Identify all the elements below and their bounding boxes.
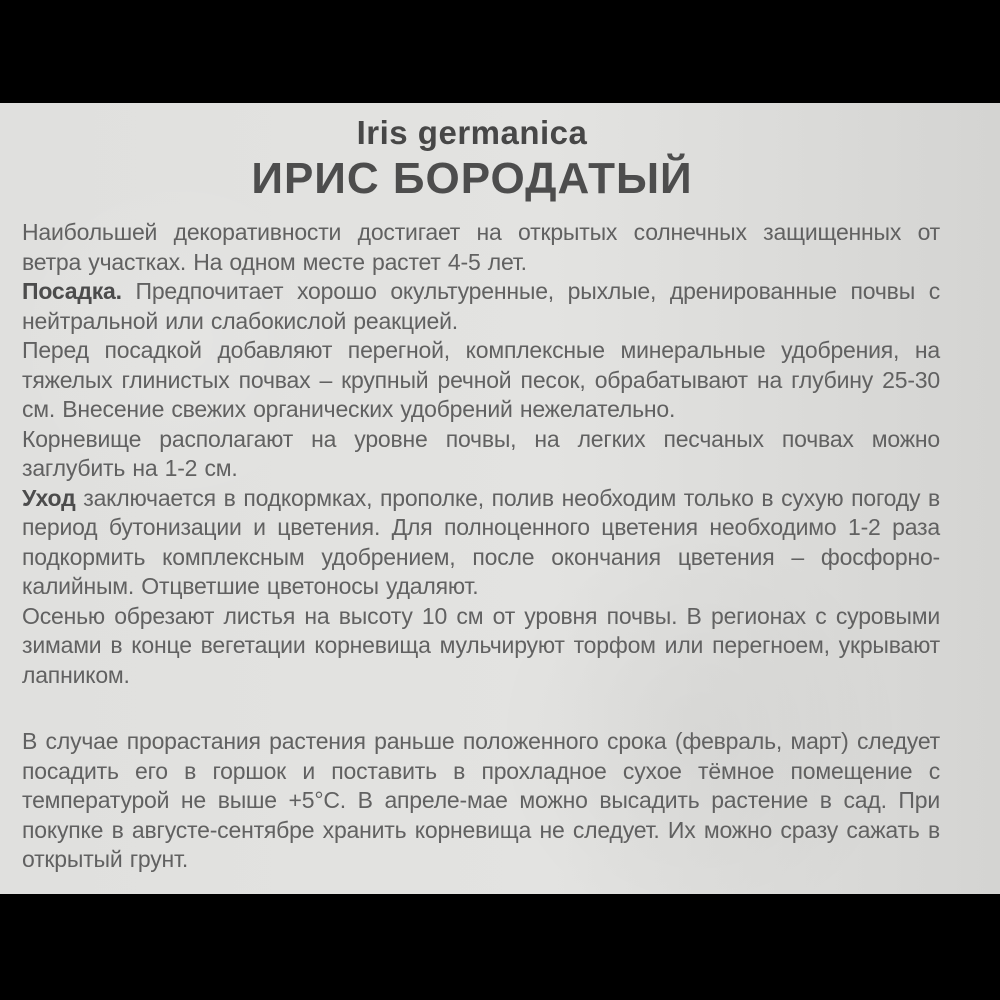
paragraph-text: В случае прорастания растения раньше положенного срока (февраль, март) следует посадить его в горшок и поставить в прохладное сухое тёмное помещение с температурой не выше +5°С. В апреле-мае можно высадить растение в сад. При покупке в августе-сентябре хранить корневища не следует. Их можно сразу сажать в открытый грунт.	[22, 728, 940, 872]
paragraph-text: Осенью обрезают листья на высоту 10 см от уровня почвы. В регионах с суровыми зимами в конце вегетации корневища мульчируют торфом или перегноем, укрывают лапником.	[22, 602, 940, 688]
paragraph-text: Предпочитает хорошо окультуренные, рыхлые, дренированные почвы с нейтральной или слабокислой реакцией.	[22, 278, 940, 334]
paragraph-autumn	[22, 602, 940, 691]
label-scan	[0, 103, 1000, 894]
paragraph-early-sprouting	[22, 727, 940, 875]
paragraph-lead: Уход	[22, 484, 76, 511]
latin-plant-name: Iris germanica	[356, 114, 588, 151]
care-instructions	[22, 218, 940, 875]
paragraph-lead: Посадка.	[22, 278, 122, 304]
title-block	[0, 103, 1000, 205]
page-title: ИРИС БОРОДАТЫЙ	[251, 154, 693, 203]
paragraph-text: Наибольшей декоративности достигает на открытых солнечных защищенных от ветра участках. На одном месте растет 4-5 лет.	[22, 219, 940, 275]
paragraph-text: заключается в подкормках, прополке, полив необходим только в сухую погоду в период бутонизации и цветения. Для полноценного цветения необходимо 1-2 раза подкормить комплексным удобрением, после окончания цветения – фосфорно-калийным. Отцветшие цветоносы удаляют.	[22, 484, 940, 599]
paragraph-care	[22, 484, 940, 602]
paragraph-rhizome-depth	[22, 425, 940, 484]
paragraph-text: Корневище располагают на уровне почвы, на легких песчаных почвах можно заглубить на 1-2 см.	[22, 425, 940, 481]
paragraph-soil-preparation	[22, 336, 940, 425]
paragraph-planting	[22, 277, 940, 336]
letterbox-bottom	[0, 894, 1000, 1000]
paragraph-intro	[22, 218, 940, 277]
letterbox-top	[0, 0, 1000, 103]
paragraph-text: Перед посадкой добавляют перегной, комплексные минеральные удобрения, на тяжелых глинистых почвах – крупный речной песок, обрабатывают на глубину 25-30 см. Внесение свежих органических удобрений нежелательно.	[22, 337, 940, 422]
